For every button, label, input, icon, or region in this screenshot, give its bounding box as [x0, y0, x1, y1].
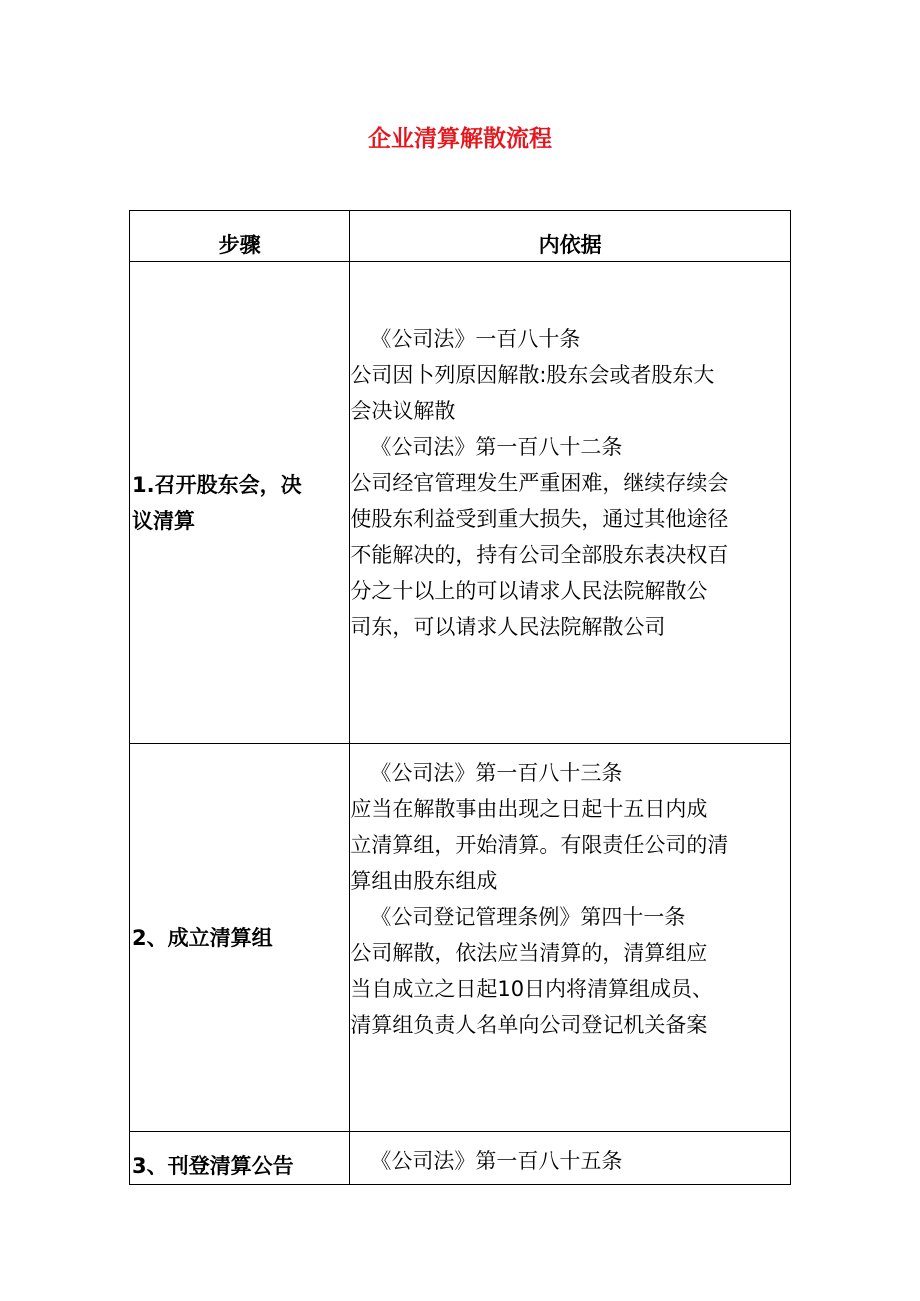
basis-text: 不能解决的，持有公司全部股东表决权百: [350, 543, 729, 567]
law-citation: 《公司法》第一百八十三条: [370, 761, 623, 785]
basis-text: 会决议解散: [350, 399, 456, 423]
law-citation: 《公司法》一百八十条: [370, 327, 581, 351]
law-citation: 《公司法》第一百八十五条: [370, 1149, 623, 1173]
step-label: 1.召开股东会，决: [132, 472, 302, 497]
step-label: 议清算: [132, 508, 195, 533]
table-row: [130, 262, 791, 744]
basis-text: 立清算组，开始清算。有限责任公司的清: [350, 833, 729, 857]
step-label: 2、成立清算组: [132, 925, 273, 950]
basis-text: 使股东利益受到重大损失，通过其他途径: [350, 507, 729, 531]
table-row: [130, 1132, 791, 1185]
basis-cell: [350, 1132, 791, 1185]
basis-text: 算组由股东组成: [350, 869, 498, 893]
basis-text: 公司经官管理发生严重困难，继续存续会: [350, 471, 729, 495]
basis-text: 司东，可以请求人民法院解散公司: [350, 615, 666, 639]
header-basis: 内依据: [350, 211, 791, 262]
basis-text: 公司解散，依法应当清算的，清算组应: [350, 941, 708, 965]
procedure-table: [129, 210, 791, 1185]
basis-text: 分之十以上的可以请求人民法院解散公: [350, 579, 708, 603]
step-cell: [130, 744, 350, 1132]
basis-cell: [350, 744, 791, 1132]
basis-cell: [350, 262, 791, 744]
table-row: [130, 744, 791, 1132]
basis-text: 应当在解散事由出现之日起十五日内成: [350, 797, 708, 821]
table-header-row: [130, 211, 791, 262]
header-step: 步骤: [130, 211, 350, 262]
step-cell: [130, 1132, 350, 1185]
basis-text: 清算组负责人名单向公司登记机关备案: [350, 1013, 708, 1037]
basis-text: 公司因卜列原因解散:股东会或者股东大: [350, 363, 715, 387]
law-citation: 《公司登记管理条例》第四十一条: [370, 905, 686, 929]
basis-text: 当自成立之日起10日内将清算组成员、: [350, 977, 714, 1001]
step-cell: [130, 262, 350, 744]
step-label: 3、刊登清算公告: [132, 1154, 294, 1178]
law-citation: 《公司法》第一百八十二条: [370, 435, 623, 459]
document-title: 企业清算解散流程: [368, 126, 552, 152]
